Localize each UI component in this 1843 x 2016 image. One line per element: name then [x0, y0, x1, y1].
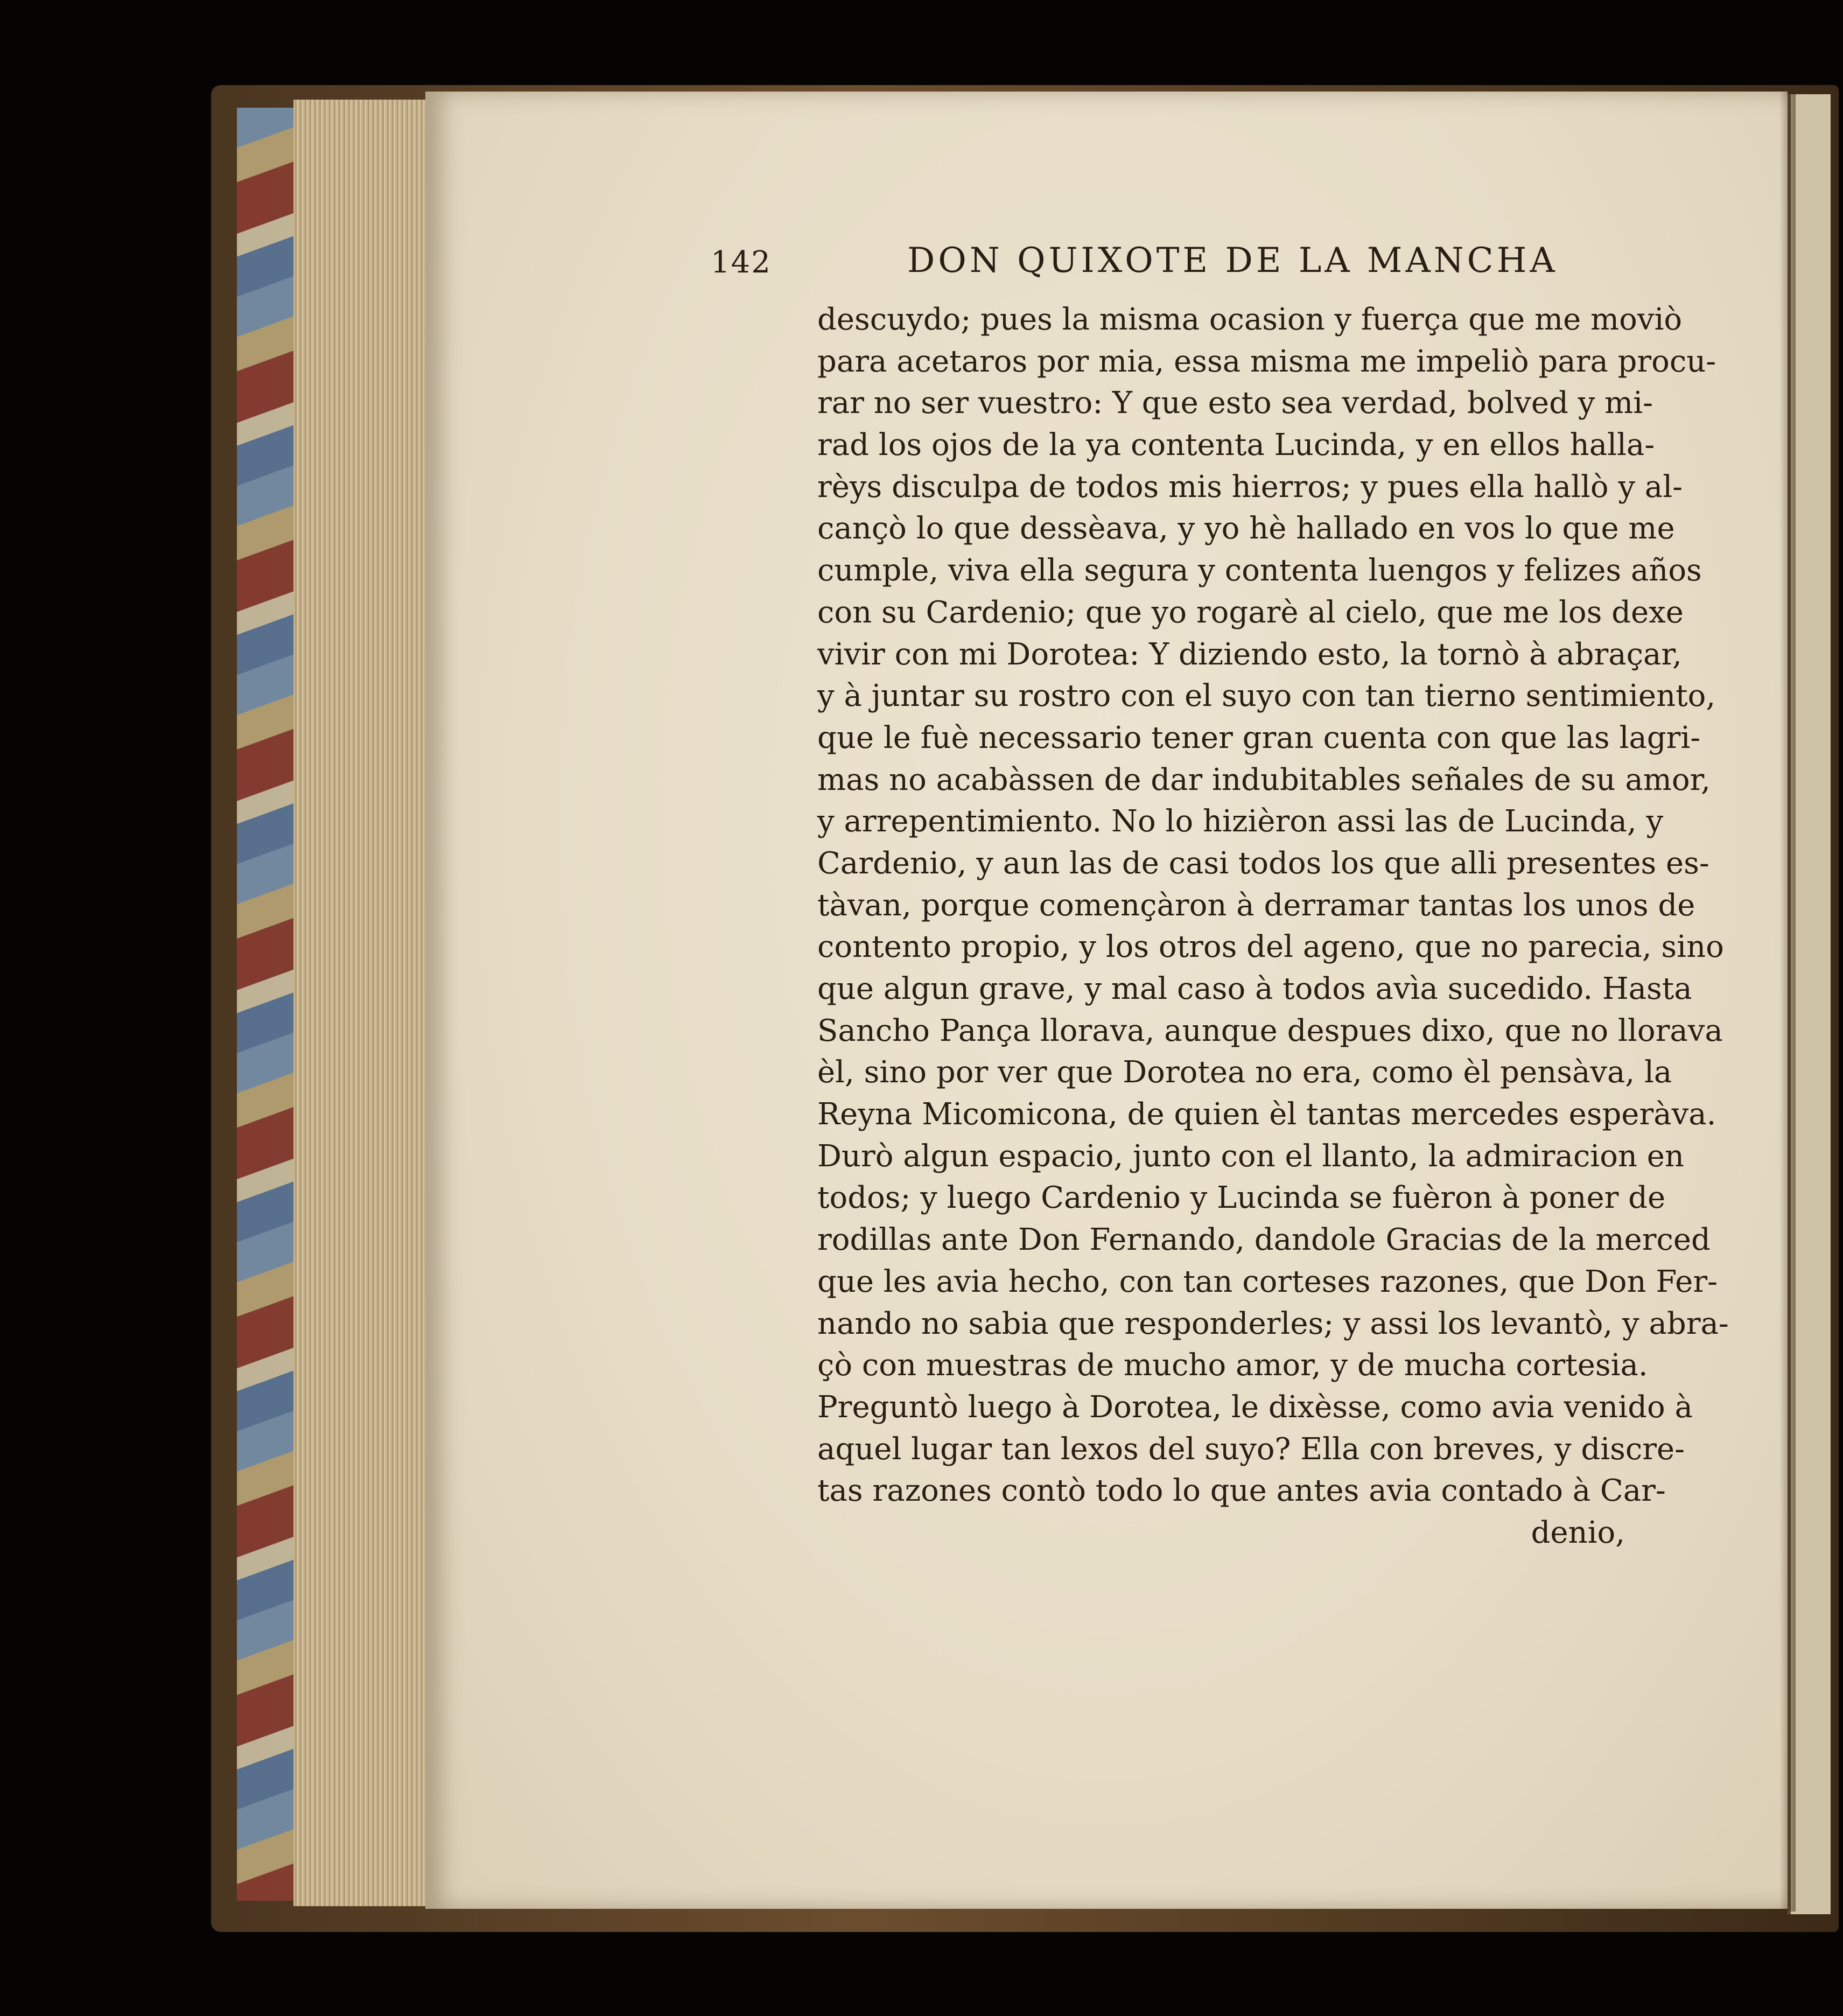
text-line: con su Cardenio; que yo rogarè al cielo, que me los dexe — [817, 594, 1684, 630]
text-line: èl, sino por ver que Dorotea no era, como èl pensàva, la — [817, 1055, 1672, 1090]
text-line: rodillas ante Don Fernando, dandole Gracias de la merced — [817, 1222, 1711, 1258]
text-line: rar no ser vuestro: Y que esto sea verdad, bolved y mi- — [817, 386, 1653, 421]
text-line: mas no acabàssen de dar indubitables señales de su amor, — [817, 762, 1711, 797]
text-line: nando no sabia que responderles; y assi los levantò, y abra- — [817, 1306, 1729, 1341]
text-line: tàvan, porque començàron à derramar tantas los unos de — [817, 887, 1695, 923]
text-line: que algun grave, y mal caso à todos avìa sucedido. Hasta — [817, 971, 1692, 1006]
text-line: cançò lo que dessèava, y yo hè hallado en vos lo que me — [817, 511, 1675, 547]
text-line: aquel lugar tan lexos del suyo? Ella con breves, y discre- — [817, 1431, 1685, 1467]
text-line: rad los ojos de la ya contenta Lucinda, y en ellos halla- — [817, 428, 1655, 463]
catchword: denio, — [1531, 1515, 1625, 1550]
text-line: Cardenio, y aun las de casi todos los que alli presentes es- — [817, 845, 1709, 881]
text-line: cumple, viva ella segura y contenta luengos y felizes años — [817, 553, 1702, 589]
running-title: DON QUIXOTE DE LA MANCHA — [907, 241, 1558, 281]
text-line: vivir con mi Dorotea: Y diziendo esto, la tornò à abraçar, — [817, 636, 1682, 672]
text-line: descuydo; pues la misma ocasion y fuerça que me moviò — [817, 302, 1683, 337]
text-line: Reyna Micomicona, de quien èl tantas mercedes esperàva. — [817, 1097, 1716, 1132]
text-line: que les avia hecho, con tan corteses razones, que Don Fer- — [817, 1264, 1718, 1299]
text-line: çò con muestras de mucho amor, y de mucha cortesia. — [817, 1348, 1648, 1383]
page-header — [711, 241, 1626, 304]
text-line: y arrepentimiento. No lo hizièron assi las de Lucinda, y — [817, 804, 1664, 839]
text-line: que le fuè necessario tener gran cuenta con que las lagri- — [817, 720, 1701, 755]
text-line: todos; y luego Cardenio y Lucinda se fuèron à poner de — [817, 1180, 1666, 1216]
text-line: contento propio, y los otros del ageno, que no parecia, sino — [817, 929, 1724, 965]
text-line: y à juntar su rostro con el suyo con tan tierno sentimiento, — [817, 678, 1716, 714]
page-edges — [293, 100, 425, 1906]
page-number: 142 — [711, 245, 772, 280]
body-text — [817, 299, 1729, 1554]
text-line: Durò algun espacio, junto con el llanto, la admiracion en — [817, 1138, 1684, 1174]
text-line: tas razones contò todo lo que antes avia contado à Car- — [817, 1473, 1666, 1509]
text-line: Preguntò luego à Dorotea, le dixèsse, como avia venido à — [817, 1389, 1693, 1425]
marbled-endpaper — [237, 108, 296, 1901]
text-line: rèys disculpa de todos mis hierros; y pues ella hallò y al- — [817, 469, 1683, 505]
gutter-shadow — [1779, 92, 1796, 1912]
text-line: Sancho Pança llorava, aunque despues dixo, que no llorava — [817, 1013, 1723, 1048]
text-line: para acetaros por mia, essa misma me impeliò para procu- — [817, 344, 1716, 379]
